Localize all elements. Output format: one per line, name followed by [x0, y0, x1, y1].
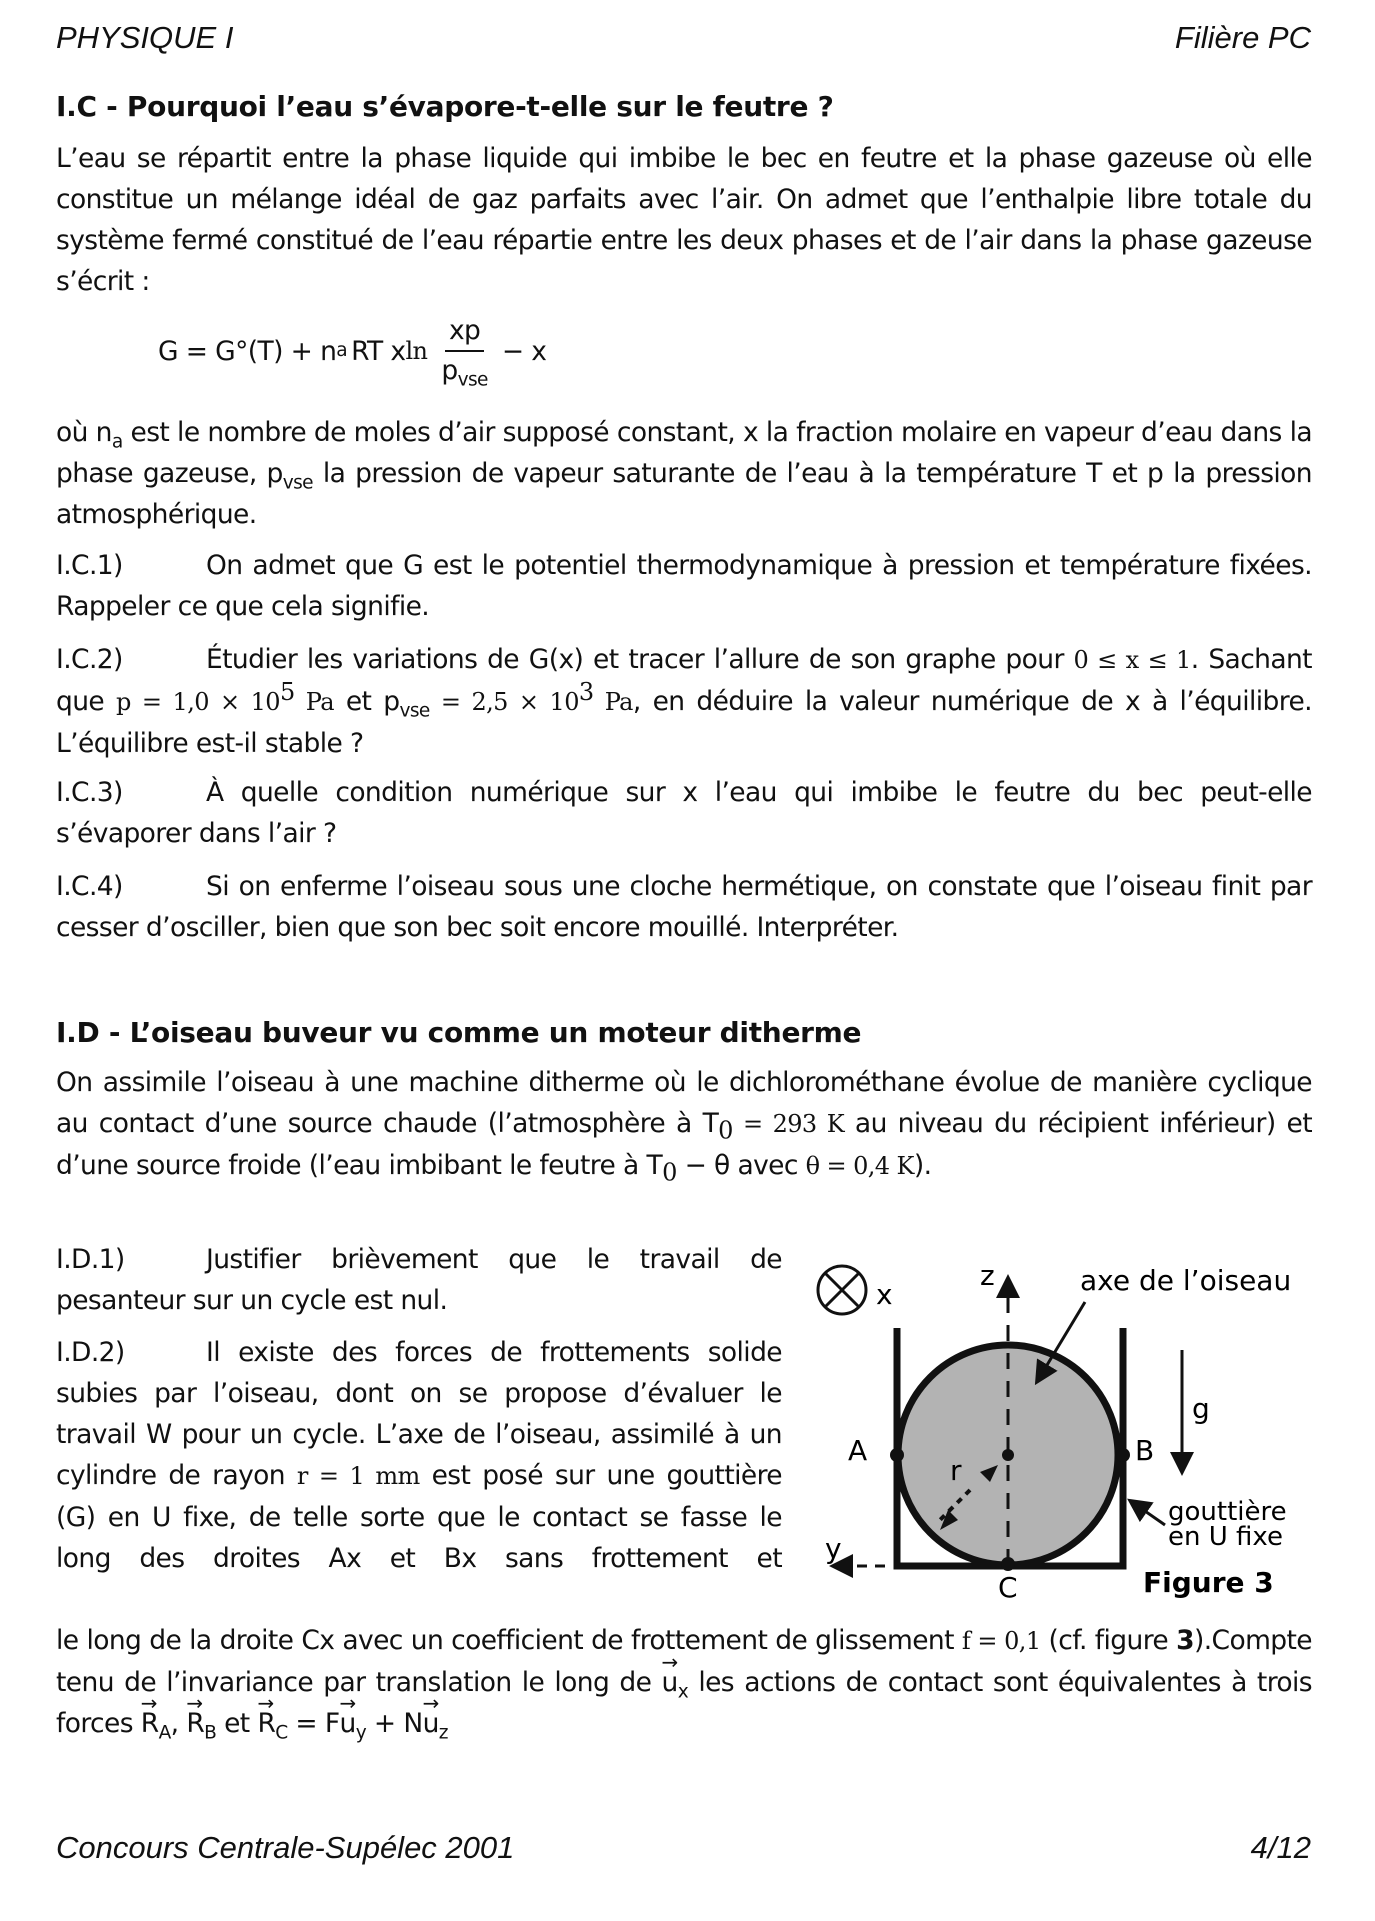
math-sub: B — [204, 1722, 217, 1744]
math-na: n — [95, 417, 112, 448]
question-number: I.C.4) — [56, 871, 123, 902]
label-C: C — [998, 1571, 1018, 1604]
point-C — [1001, 1557, 1015, 1571]
math-sub: C — [275, 1722, 288, 1744]
question-number: I.D.1) — [56, 1244, 125, 1275]
text: Il existe des forces de frottements solide subies par l’oiseau, dont on se propose d’évaluer le travail — [56, 1337, 782, 1450]
center-point — [1002, 1449, 1014, 1461]
section-c-intro: L’eau se répartit entre la phase liquide qui imbibe le bec en feutre et la phase gazeuse où elle constitue un mélange idéal de gaz parfaits avec l’air. On admet que l’enthalpie libre totale du système fermé constitué de l’eau répartie entre les deux phases et de l’air dans la phase gazeuse s’écrit : — [56, 143, 1312, 297]
math-x: x — [742, 417, 759, 448]
text: est le potentiel thermodynamique à pression et température fixées. Rappeler ce que cela signifie. — [56, 550, 1312, 622]
question-ID2 — [56, 1332, 782, 1579]
text: (cf. figure — [1040, 1625, 1177, 1656]
vector-RA: → R — [141, 1703, 159, 1744]
text: sans frottement et — [476, 1543, 782, 1574]
x-axis-into-page-icon — [818, 1266, 866, 1314]
text: Justifier brièvement que le travail de pesanteur sur un cycle est nul. — [56, 1244, 782, 1316]
math-Tcold-value: − θ — [676, 1150, 730, 1181]
vector-uz: → u — [423, 1703, 439, 1744]
math-f: f = 0,1 — [961, 1627, 1041, 1655]
math-p: p — [266, 458, 283, 489]
math-sub: z — [438, 1722, 448, 1744]
label-r: r — [950, 1454, 962, 1487]
text: pour un cycle. L’axe de l’oiseau, assimilé à un cylindre de rayon — [56, 1419, 783, 1491]
math-G: G — [403, 550, 424, 581]
text: le long de la droite — [56, 1625, 302, 1656]
gutter-pointer-arrow — [1132, 1502, 1165, 1525]
figure-3 — [790, 1240, 1310, 1610]
text: est posé sur une gouttière — [419, 1460, 782, 1491]
label-z: z — [980, 1259, 995, 1292]
text: en U fixe, de telle sorte que le contact se fasse le long des droites — [56, 1502, 782, 1574]
text: au niveau du récipient inférieur) et d’une source froide (l’eau imbibant le feutre à — [56, 1108, 1312, 1181]
question-number: I.D.2) — [56, 1337, 125, 1368]
section-c-title: I.C - Pourquoi l’eau s’évapore-t-elle sur le feutre ? — [56, 90, 834, 123]
text: où — [56, 417, 96, 448]
math-exp: 5 — [279, 678, 295, 707]
text: et tracer l’allure de son graphe pour — [583, 644, 1074, 675]
math-p: p — [1146, 458, 1164, 489]
eq-numerator: xp — [445, 312, 484, 352]
math-pvse: p — [383, 686, 400, 717]
label-y: y — [825, 1532, 842, 1565]
text: Étudier les variations de — [206, 644, 529, 675]
text: . Sachant que — [56, 644, 1312, 717]
math-Cx: Cx — [301, 1625, 335, 1656]
math-theta: θ = 0,4 K — [805, 1152, 914, 1180]
text: la pression de vapeur saturante de l’eau à la température — [312, 458, 1087, 489]
math-sub: vse — [399, 700, 430, 722]
math-range: 0 ≤ x ≤ 1 — [1073, 646, 1191, 674]
math-sub: 0 — [662, 1158, 677, 1187]
question-IC4 — [56, 866, 1312, 948]
point-A — [890, 1448, 904, 1462]
question-IC3 — [56, 772, 1312, 854]
eq-denominator — [441, 352, 487, 390]
equation-G: G = G°(T) + n a RT x ln $\frac{xp}{p_{vse}}$ − x — [158, 312, 546, 390]
vector-RB: → R — [186, 1703, 204, 1744]
math-unit: Pa — [294, 688, 334, 716]
text: ).Compte tenu de l’invariance par translation le long de — [56, 1625, 1312, 1698]
label-gutter-2: en U fixe — [1168, 1522, 1283, 1552]
eq-rt: RT x — [351, 335, 406, 367]
text: + N — [366, 1708, 423, 1739]
text: à l’équilibre. L’équilibre est-il stable ? — [56, 686, 1312, 759]
vector-RC: → R — [257, 1703, 275, 1744]
text: Si on enferme l’oiseau sous une cloche hermétique, on constate que l’oiseau finit par cesser d’osciller, bien que son bec soit encore mouillé. Interpréter. — [56, 871, 1312, 943]
math-sub: a — [111, 431, 123, 453]
text: et — [361, 1543, 444, 1574]
where-paragraph — [56, 412, 1312, 535]
question-number: I.C.2) — [56, 644, 123, 675]
math-Tcold: T — [646, 1150, 663, 1181]
math-sub: A — [158, 1722, 171, 1744]
math-exp: 3 — [578, 678, 594, 707]
text: On assimile l’oiseau à une machine ditherme où le dichlorométhane évolue de manière cyclique au contact d’une source chaude (l’atmosphère à — [56, 1067, 1312, 1139]
math-Gx: G(x) — [528, 644, 584, 675]
text: À quelle condition numérique sur — [206, 777, 683, 808]
math-Bx: Bx — [443, 1543, 477, 1574]
math-G: (G) — [56, 1502, 96, 1533]
section-d-intro — [56, 1062, 1312, 1187]
eq-fraction — [441, 312, 487, 390]
text: les actions de contact sont équivalentes à trois forces — [56, 1667, 1312, 1739]
text: et — [333, 686, 384, 717]
question-ID2-continued — [56, 1620, 1312, 1744]
math-sub: vse — [282, 472, 313, 494]
label-g: g — [1192, 1392, 1210, 1425]
text: la fraction molaire en vapeur d’eau dans la phase gazeuse, — [56, 417, 1312, 489]
figure-ref: 3 — [1176, 1625, 1194, 1656]
header-subject: PHYSIQUE I — [56, 20, 234, 55]
text: ). — [913, 1150, 932, 1181]
math-unit: Pa — [593, 688, 633, 716]
vector-uy: → u — [340, 1703, 356, 1744]
text: , — [170, 1708, 187, 1739]
question-number: I.C.1) — [56, 550, 123, 581]
math-x: x — [1124, 686, 1141, 717]
text: et — [1101, 458, 1147, 489]
math-sub: y — [355, 1722, 367, 1744]
text: est le nombre de moles d’air supposé constant, — [122, 417, 743, 448]
header-track: Filière PC — [1174, 20, 1311, 55]
figure-caption: Figure 3 — [1143, 1566, 1274, 1599]
math-sub: 0 — [718, 1116, 733, 1145]
question-IC2 — [56, 639, 1312, 764]
text: la pression atmosphérique. — [56, 458, 1312, 530]
vector-ux: → u — [662, 1662, 678, 1703]
math-r: r = 1 mm — [296, 1462, 420, 1490]
text: l’eau qui imbibe le feutre du bec peut-elle s’évaporer dans l’air ? — [56, 777, 1312, 849]
eq-tail: − x — [501, 335, 547, 367]
footer-page-number: 4/12 — [1250, 1830, 1311, 1865]
text: avec — [729, 1150, 806, 1181]
math-T0-value: = 293 K — [732, 1110, 845, 1138]
math-x: x — [682, 777, 698, 808]
text: , en déduire la valeur numérique de — [632, 686, 1125, 717]
eq-den-sub: vse — [457, 369, 488, 391]
footer-contest: Concours Centrale-Supélec 2001 — [56, 1830, 515, 1865]
label-x: x — [876, 1278, 893, 1311]
math-Ax: Ax — [328, 1543, 362, 1574]
math-T0: T — [702, 1108, 719, 1139]
eq-lhs: G = G°(T) + n — [158, 335, 337, 367]
point-B — [1116, 1448, 1130, 1462]
text: = F — [287, 1708, 340, 1739]
label-bird-axis: axe de l’oiseau — [1080, 1264, 1292, 1297]
section-d-title: I.D - L’oiseau buveur vu comme un moteur ditherme — [56, 1016, 862, 1049]
math-T: T — [1086, 458, 1102, 489]
question-IC1 — [56, 545, 1312, 627]
question-ID1 — [56, 1239, 782, 1321]
eq-ln: ln — [405, 336, 428, 365]
text: avec un coefficient de frottement de glissement — [334, 1625, 962, 1656]
label-A: A — [848, 1434, 868, 1467]
text: et — [216, 1708, 258, 1739]
math-p-value: p = 1,0 × 10 — [116, 688, 280, 716]
question-number: I.C.3) — [56, 777, 123, 808]
label-gutter-1: gouttière — [1168, 1497, 1287, 1527]
eq-den-p: p — [441, 355, 458, 386]
text: On admet que — [206, 550, 404, 581]
math-pvse-value: = 2,5 × 10 — [429, 688, 579, 716]
math-sub: x — [677, 1681, 689, 1703]
label-B: B — [1135, 1434, 1155, 1467]
math-W: W — [145, 1419, 172, 1450]
